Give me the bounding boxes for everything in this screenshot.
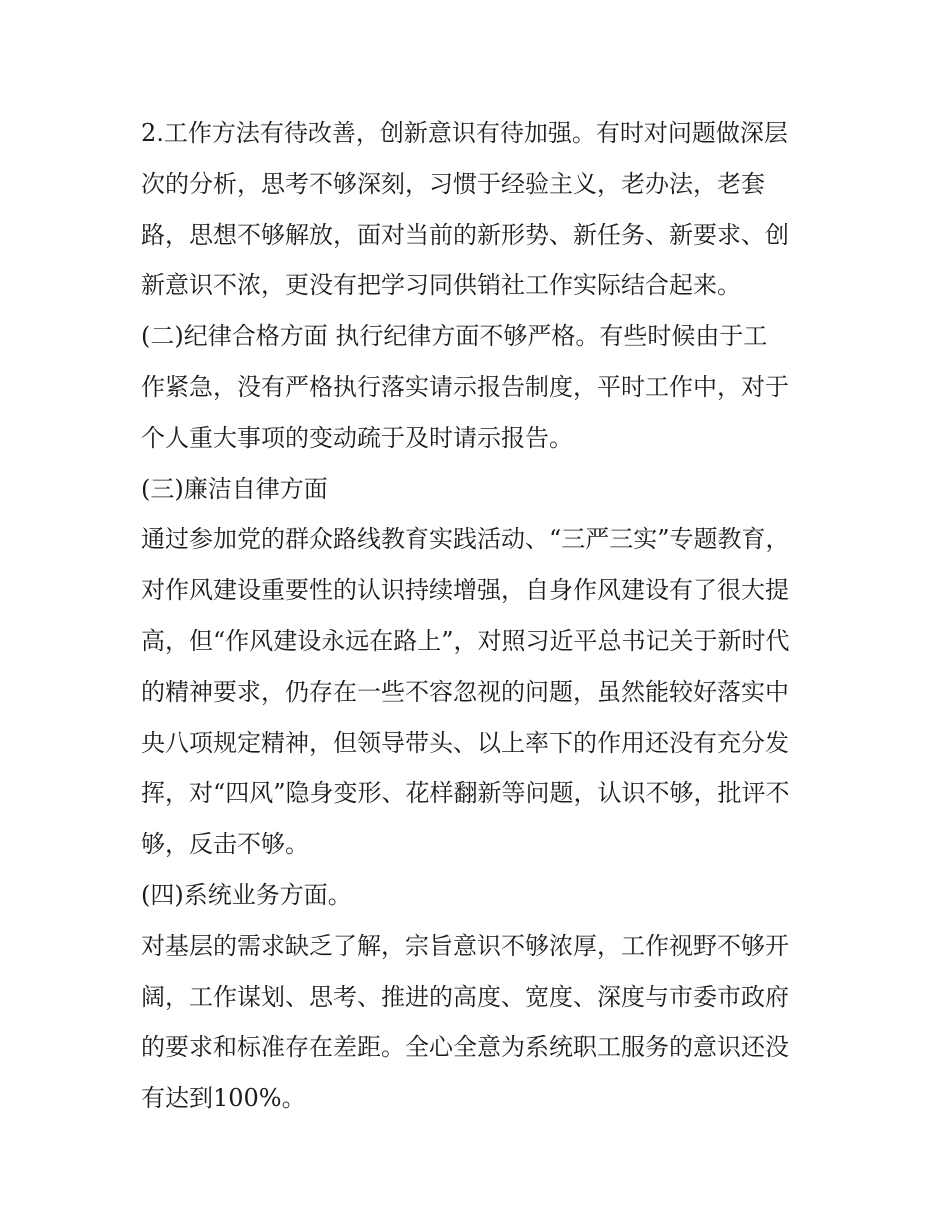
text-line: 2.工作方法有待改善，创新意识有待加强。有时对问题做深层 — [141, 119, 788, 147]
text-line: 的要求和标准存在差距。全心全意为系统职工服务的意识还没 — [141, 1033, 789, 1062]
text-line: 央八项规定精神，但领导带头、以上率下的作用还没有充分发 — [141, 728, 789, 757]
text-line: 的精神要求，仍存在一些不容忽视的问题，虽然能较好落实中 — [141, 677, 789, 706]
text-line: 阔，工作谋划、思考、推进的高度、宽度、深度与市委市政府 — [141, 982, 789, 1011]
text-line: 高，但“作风建设永远在路上”，对照习近平总书记关于新时代 — [141, 626, 790, 655]
section-heading-discipline: (二)纪律合格方面 执行纪律方面不够严格。有些时候由于工 — [141, 322, 768, 351]
text-line: 次的分析，思考不够深刻，习惯于经验主义，老办法，老套 — [141, 169, 765, 198]
text-line: 挥，对“四风”隐身变形、花样翻新等问题，认识不够，批评不 — [141, 779, 790, 808]
document-body — [141, 108, 821, 1124]
text-line: 对基层的需求缺乏了解，宗旨意识不够浓厚，工作视野不够开 — [141, 931, 789, 960]
text-line: 作紧急，没有严格执行落实请示报告制度，平时工作中，对于 — [141, 372, 789, 401]
section-heading-business: (四)系统业务方面。 — [141, 880, 352, 909]
text-line: 通过参加党的群众路线教育实践活动、“三严三实”专题教育， — [141, 525, 790, 554]
section-heading-integrity: (三)廉洁自律方面 — [141, 474, 328, 503]
text-line: 新意识不浓，更没有把学习同供销社工作实际结合起来。 — [141, 271, 741, 300]
text-line: 路，思想不够解放，面对当前的新形势、新任务、新要求、创 — [141, 220, 789, 249]
text-line: 有达到100%。 — [141, 1084, 306, 1113]
text-line: 对作风建设重要性的认识持续增强，自身作风建设有了很大提 — [141, 576, 789, 605]
text-line: 够，反击不够。 — [141, 830, 309, 859]
text-line: 个人重大事项的变动疏于及时请示报告。 — [141, 423, 573, 452]
